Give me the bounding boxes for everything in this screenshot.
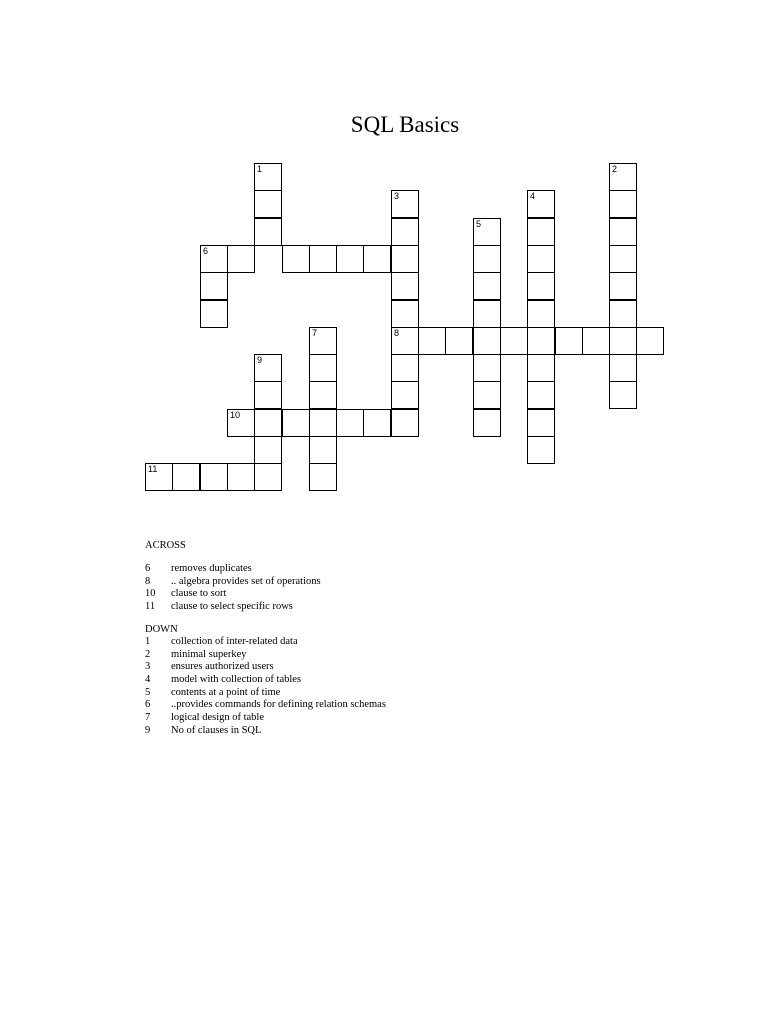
clue-text: minimal superkey: [171, 648, 247, 660]
clue-number: 11: [148, 464, 158, 474]
clue-number: 7: [312, 328, 318, 338]
crossword-cell[interactable]: [309, 381, 337, 409]
crossword-cell[interactable]: [309, 354, 337, 382]
down-clue: [145, 725, 386, 738]
down-clue: [145, 687, 386, 700]
clue-text: clause to sort: [171, 588, 227, 600]
crossword-cell[interactable]: [473, 354, 501, 382]
crossword-cell[interactable]: [254, 436, 282, 464]
crossword-cell[interactable]: [254, 463, 282, 491]
clue-number: 10: [145, 588, 156, 600]
crossword-cell[interactable]: [282, 245, 310, 273]
crossword-cell[interactable]: [391, 272, 419, 300]
crossword-cell[interactable]: [527, 245, 555, 273]
crossword-cell[interactable]: [555, 327, 583, 355]
clue-number: 5: [476, 219, 482, 229]
crossword-cell[interactable]: [582, 327, 610, 355]
crossword-cell[interactable]: [254, 409, 282, 437]
crossword-cell[interactable]: [172, 463, 200, 491]
page-title: SQL Basics: [350, 112, 460, 137]
crossword-cell[interactable]: [527, 272, 555, 300]
crossword-cell[interactable]: [527, 381, 555, 409]
down-clue: [145, 674, 386, 687]
crossword-cell[interactable]: [500, 327, 528, 355]
clue-number: 3: [394, 191, 400, 201]
crossword-cell[interactable]: [609, 381, 637, 409]
clue-number: 10: [230, 410, 241, 420]
crossword-cell[interactable]: [200, 272, 228, 300]
clue-number: 6: [145, 563, 151, 574]
across-clue: [145, 563, 386, 576]
clue-text: clause to select specific rows: [171, 601, 293, 613]
crossword-cell[interactable]: [473, 245, 501, 273]
crossword-cell[interactable]: [609, 327, 637, 355]
across-clue: [145, 588, 386, 601]
crossword-cell[interactable]: [391, 327, 419, 355]
crossword-cell[interactable]: [527, 218, 555, 246]
crossword-cell[interactable]: [473, 300, 501, 328]
crossword-cell[interactable]: [418, 327, 446, 355]
crossword-cell[interactable]: [473, 218, 501, 246]
clue-number: 2: [612, 164, 618, 174]
clue-number: 1: [257, 164, 263, 174]
clue-number: 6: [145, 699, 151, 711]
down-clue: [145, 649, 386, 662]
clue-text: contents at a point of time: [171, 686, 281, 698]
clue-number: 3: [145, 661, 151, 673]
crossword-cell[interactable]: [309, 327, 337, 355]
clue-text: No of clauses in SQL: [171, 724, 262, 736]
down-clue: [145, 636, 386, 649]
across-clue-list: [145, 563, 386, 614]
crossword-cell[interactable]: [609, 190, 637, 218]
crossword-cell[interactable]: [200, 245, 228, 273]
crossword-cell[interactable]: [227, 409, 255, 437]
crossword-cell[interactable]: [527, 327, 555, 355]
crossword-cell[interactable]: [609, 272, 637, 300]
crossword-cell[interactable]: [309, 436, 337, 464]
crossword-cell[interactable]: [391, 245, 419, 273]
clue-text: collection of inter-related data: [171, 635, 298, 647]
crossword-cell[interactable]: [609, 300, 637, 328]
crossword-cell[interactable]: [309, 409, 337, 437]
crossword-cell[interactable]: [200, 300, 228, 328]
crossword-cell[interactable]: [527, 300, 555, 328]
crossword-cell[interactable]: [254, 381, 282, 409]
crossword-cell[interactable]: [227, 463, 255, 491]
crossword-cell[interactable]: [145, 463, 173, 491]
clue-text: logical design of table: [171, 712, 265, 724]
clue-number: 4: [530, 191, 536, 201]
crossword-cell[interactable]: [309, 463, 337, 491]
crossword-cell[interactable]: [609, 354, 637, 382]
crossword-cell[interactable]: [282, 409, 310, 437]
across-clue: [145, 576, 386, 589]
crossword-cell[interactable]: [254, 190, 282, 218]
crossword-cell[interactable]: [636, 327, 664, 355]
clue-number: 7: [145, 712, 151, 724]
crossword-cell[interactable]: [254, 218, 282, 246]
crossword-cell[interactable]: [473, 409, 501, 437]
clue-number: 11: [145, 601, 156, 613]
clue-number: 8: [145, 575, 151, 587]
crossword-cell[interactable]: [227, 245, 255, 273]
crossword-cell[interactable]: [309, 245, 337, 273]
down-clue: [145, 699, 386, 712]
clues-section: [145, 539, 386, 737]
crossword-cell[interactable]: [200, 463, 228, 491]
crossword-cell[interactable]: [527, 190, 555, 218]
clue-number: 1: [145, 635, 151, 647]
crossword-cell[interactable]: [609, 245, 637, 273]
crossword-cell[interactable]: [527, 354, 555, 382]
down-clue: [145, 712, 386, 725]
crossword-cell[interactable]: [254, 354, 282, 382]
crossword-cell[interactable]: [391, 409, 419, 437]
crossword-cell[interactable]: [363, 409, 391, 437]
across-clue: [145, 601, 386, 614]
clue-text: .. algebra provides set of operations: [171, 575, 321, 587]
clue-number: 6: [203, 246, 209, 256]
crossword-cell[interactable]: [391, 381, 419, 409]
crossword-cell[interactable]: [527, 436, 555, 464]
down-clue: [145, 661, 386, 674]
crossword-cell[interactable]: [391, 354, 419, 382]
crossword-cell[interactable]: [363, 245, 391, 273]
down-clue-list: [145, 636, 386, 738]
crossword-cell[interactable]: [473, 327, 501, 355]
crossword-cell[interactable]: [254, 163, 282, 191]
crossword-cell[interactable]: [609, 218, 637, 246]
clue-text: removes duplicates: [171, 563, 252, 574]
clue-text: ..provides commands for defining relation schemas: [171, 699, 386, 711]
clue-text: ensures authorized users: [171, 661, 274, 673]
clue-number: 9: [145, 724, 151, 736]
crossword-cell[interactable]: [609, 163, 637, 191]
clue-text: model with collection of tables: [171, 673, 302, 685]
crossword-cell[interactable]: [473, 272, 501, 300]
crossword-cell[interactable]: [473, 381, 501, 409]
crossword-cell[interactable]: [445, 327, 473, 355]
crossword-cell[interactable]: [527, 409, 555, 437]
clue-number: 5: [145, 686, 151, 698]
clue-number: 4: [145, 673, 151, 685]
crossword-cell[interactable]: [391, 300, 419, 328]
down-heading: DOWN: [145, 623, 178, 635]
crossword-cell[interactable]: [336, 245, 364, 273]
clue-number: 8: [394, 328, 400, 338]
crossword-cell[interactable]: [336, 409, 364, 437]
across-heading: ACROSS: [145, 540, 186, 551]
clue-number: 2: [145, 648, 151, 660]
crossword-cell[interactable]: [391, 190, 419, 218]
clue-number: 9: [257, 355, 263, 365]
crossword-cell[interactable]: [391, 218, 419, 246]
